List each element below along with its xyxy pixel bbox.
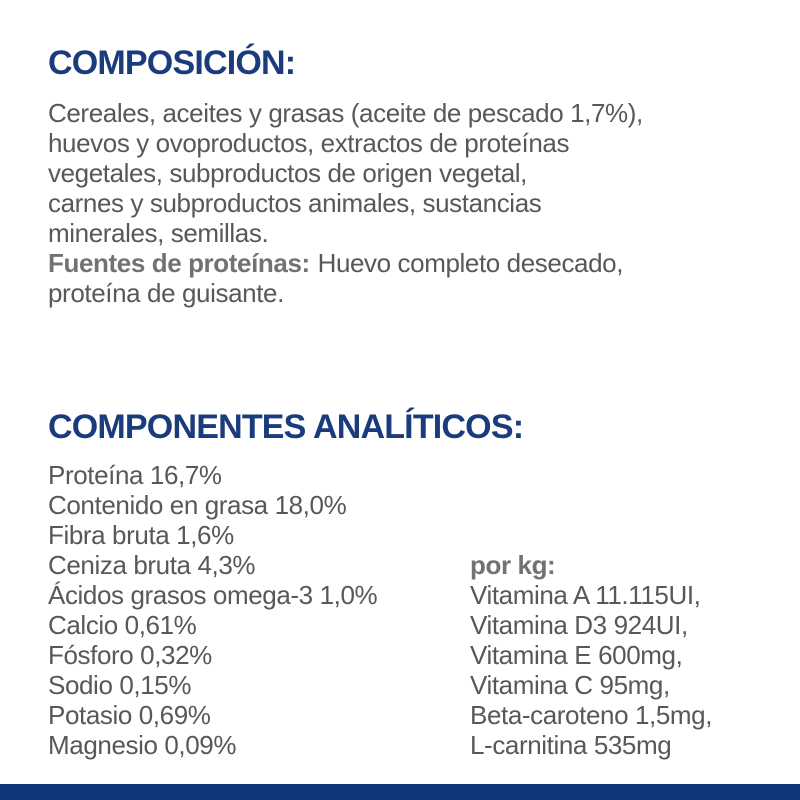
footer-bar: [0, 784, 800, 800]
analytics-item: Ceniza bruta 4,3%: [48, 550, 256, 580]
composition-line: carnes y subproductos animales, sustancias: [48, 188, 542, 218]
analytics-item: Ácidos grasos omega-3 1,0%: [48, 580, 378, 610]
composition-line: Cereales, aceites y grasas (aceite de pescado 1,7%),: [48, 98, 643, 128]
composition-line: huevos y ovoproductos, extractos de proteínas: [48, 128, 570, 158]
analytics-left-column: [48, 460, 377, 760]
analytics-item: Proteína 16,7%: [48, 460, 222, 490]
composition-line: minerales, semillas.: [48, 218, 269, 248]
analytics-item: Fibra bruta 1,6%: [48, 520, 234, 550]
analytics-item: Calcio 0,61%: [48, 610, 197, 640]
per-kg-item: Vitamina A 11.115UI,: [470, 580, 701, 610]
protein-sources-line: [48, 248, 643, 278]
analytics-item: Contenido en grasa 18,0%: [48, 490, 347, 520]
composition-paragraph: [48, 98, 643, 308]
per-kg-item: Vitamina E 600mg,: [470, 640, 683, 670]
composition-line: vegetales, subproductos de origen vegetal,: [48, 158, 527, 188]
protein-sources-label: Fuentes de proteínas:: [48, 248, 310, 278]
per-kg-item: Vitamina C 95mg,: [470, 670, 670, 700]
per-kg-item: Beta-caroteno 1,5mg,: [470, 700, 713, 730]
composition-heading: COMPOSICIÓN:: [48, 44, 296, 82]
per-kg-item: L-carnitina 535mg: [470, 730, 672, 760]
protein-sources-line: proteína de guisante.: [48, 278, 284, 308]
analytics-per-kg-column: [470, 550, 712, 760]
per-kg-label: por kg:: [470, 550, 556, 580]
analytics-item: Magnesio 0,09%: [48, 730, 237, 760]
analytics-item: Sodio 0,15%: [48, 670, 192, 700]
analytics-heading: COMPONENTES ANALÍTICOS:: [48, 408, 524, 446]
analytics-item: Potasio 0,69%: [48, 700, 211, 730]
protein-sources-value: Huevo completo desecado,: [317, 248, 624, 278]
per-kg-item: Vitamina D3 924UI,: [470, 610, 688, 640]
analytics-item: Fósforo 0,32%: [48, 640, 212, 670]
